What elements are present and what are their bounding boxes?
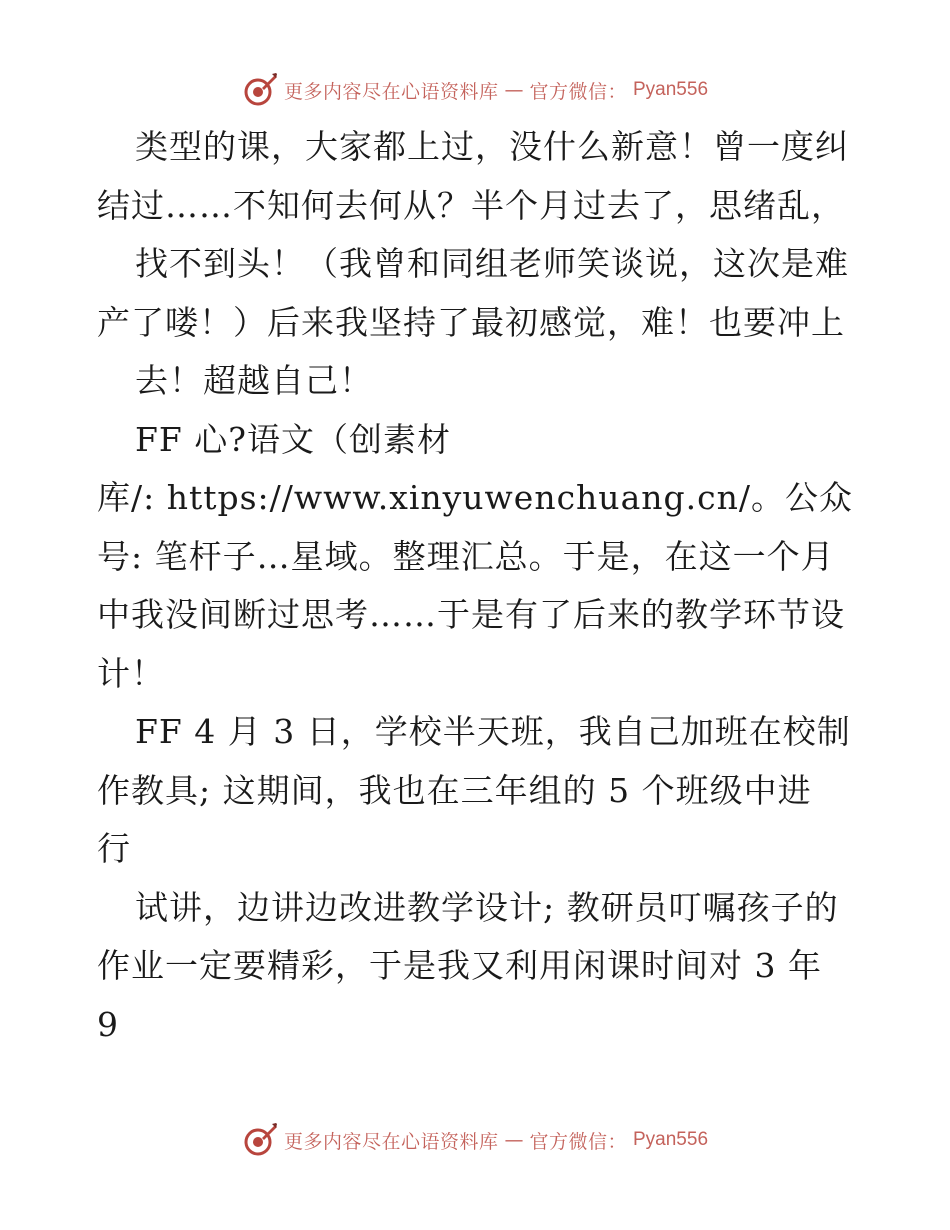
text-line: 产了喽！）后来我坚持了最初感觉，难！也要冲上: [97, 302, 845, 342]
text-line: 号: 笔杆子…星域。整理汇总。于是，在这一个月: [97, 536, 835, 576]
document-body: [97, 118, 857, 1054]
text-line: 计！: [97, 653, 165, 693]
watermark-wechat-id: Pyan556: [633, 1129, 709, 1150]
text-line: FF 心?语文（创素材: [135, 419, 451, 459]
text-line: 作业一定要精彩，于是我又利用闲课时间对 3 年: [97, 946, 822, 985]
text-line: 去！超越自己！: [135, 361, 373, 400]
pen-logo-icon: [242, 1122, 278, 1158]
watermark-text: 更多内容尽在心语资料库: [283, 80, 499, 103]
watermark-wechat-id: Pyan556: [633, 79, 709, 100]
watermark-text: 更多内容尽在心语资料库: [283, 1130, 499, 1153]
watermark-header: [0, 70, 950, 110]
text-line: 库/: https://www.xinyuwenchuang.cn/。公众: [97, 478, 853, 517]
watermark-separator: —: [504, 1129, 524, 1151]
text-line: 行: [97, 829, 131, 868]
text-line: 作教具; 这期间，我也在三年组的 5 个班级中进: [97, 770, 812, 810]
watermark-separator: —: [504, 79, 524, 101]
text-line: FF 4 月 3 日，学校半天班，我自己加班在校制: [135, 712, 851, 751]
text-line: 类型的课，大家都上过，没什么新意！曾一度纠: [135, 127, 849, 166]
watermark-official-label: 官方微信：: [529, 1130, 627, 1153]
pen-logo-icon: [242, 72, 278, 108]
text-line: 试讲，边讲边改进教学设计; 教研员叮嘱孩子的: [135, 887, 839, 927]
text-line: 中我没间断过思考……于是有了后来的教学环节设: [97, 595, 845, 634]
text-line: 结过……不知何去何从？半个月过去了，思绪乱，: [97, 185, 845, 225]
text-line: 找不到头！（我曾和同组老师笑谈说，这次是难: [135, 244, 849, 283]
text-line: 9: [97, 1004, 119, 1044]
watermark-footer: [0, 1120, 950, 1160]
watermark-official-label: 官方微信：: [529, 80, 627, 103]
